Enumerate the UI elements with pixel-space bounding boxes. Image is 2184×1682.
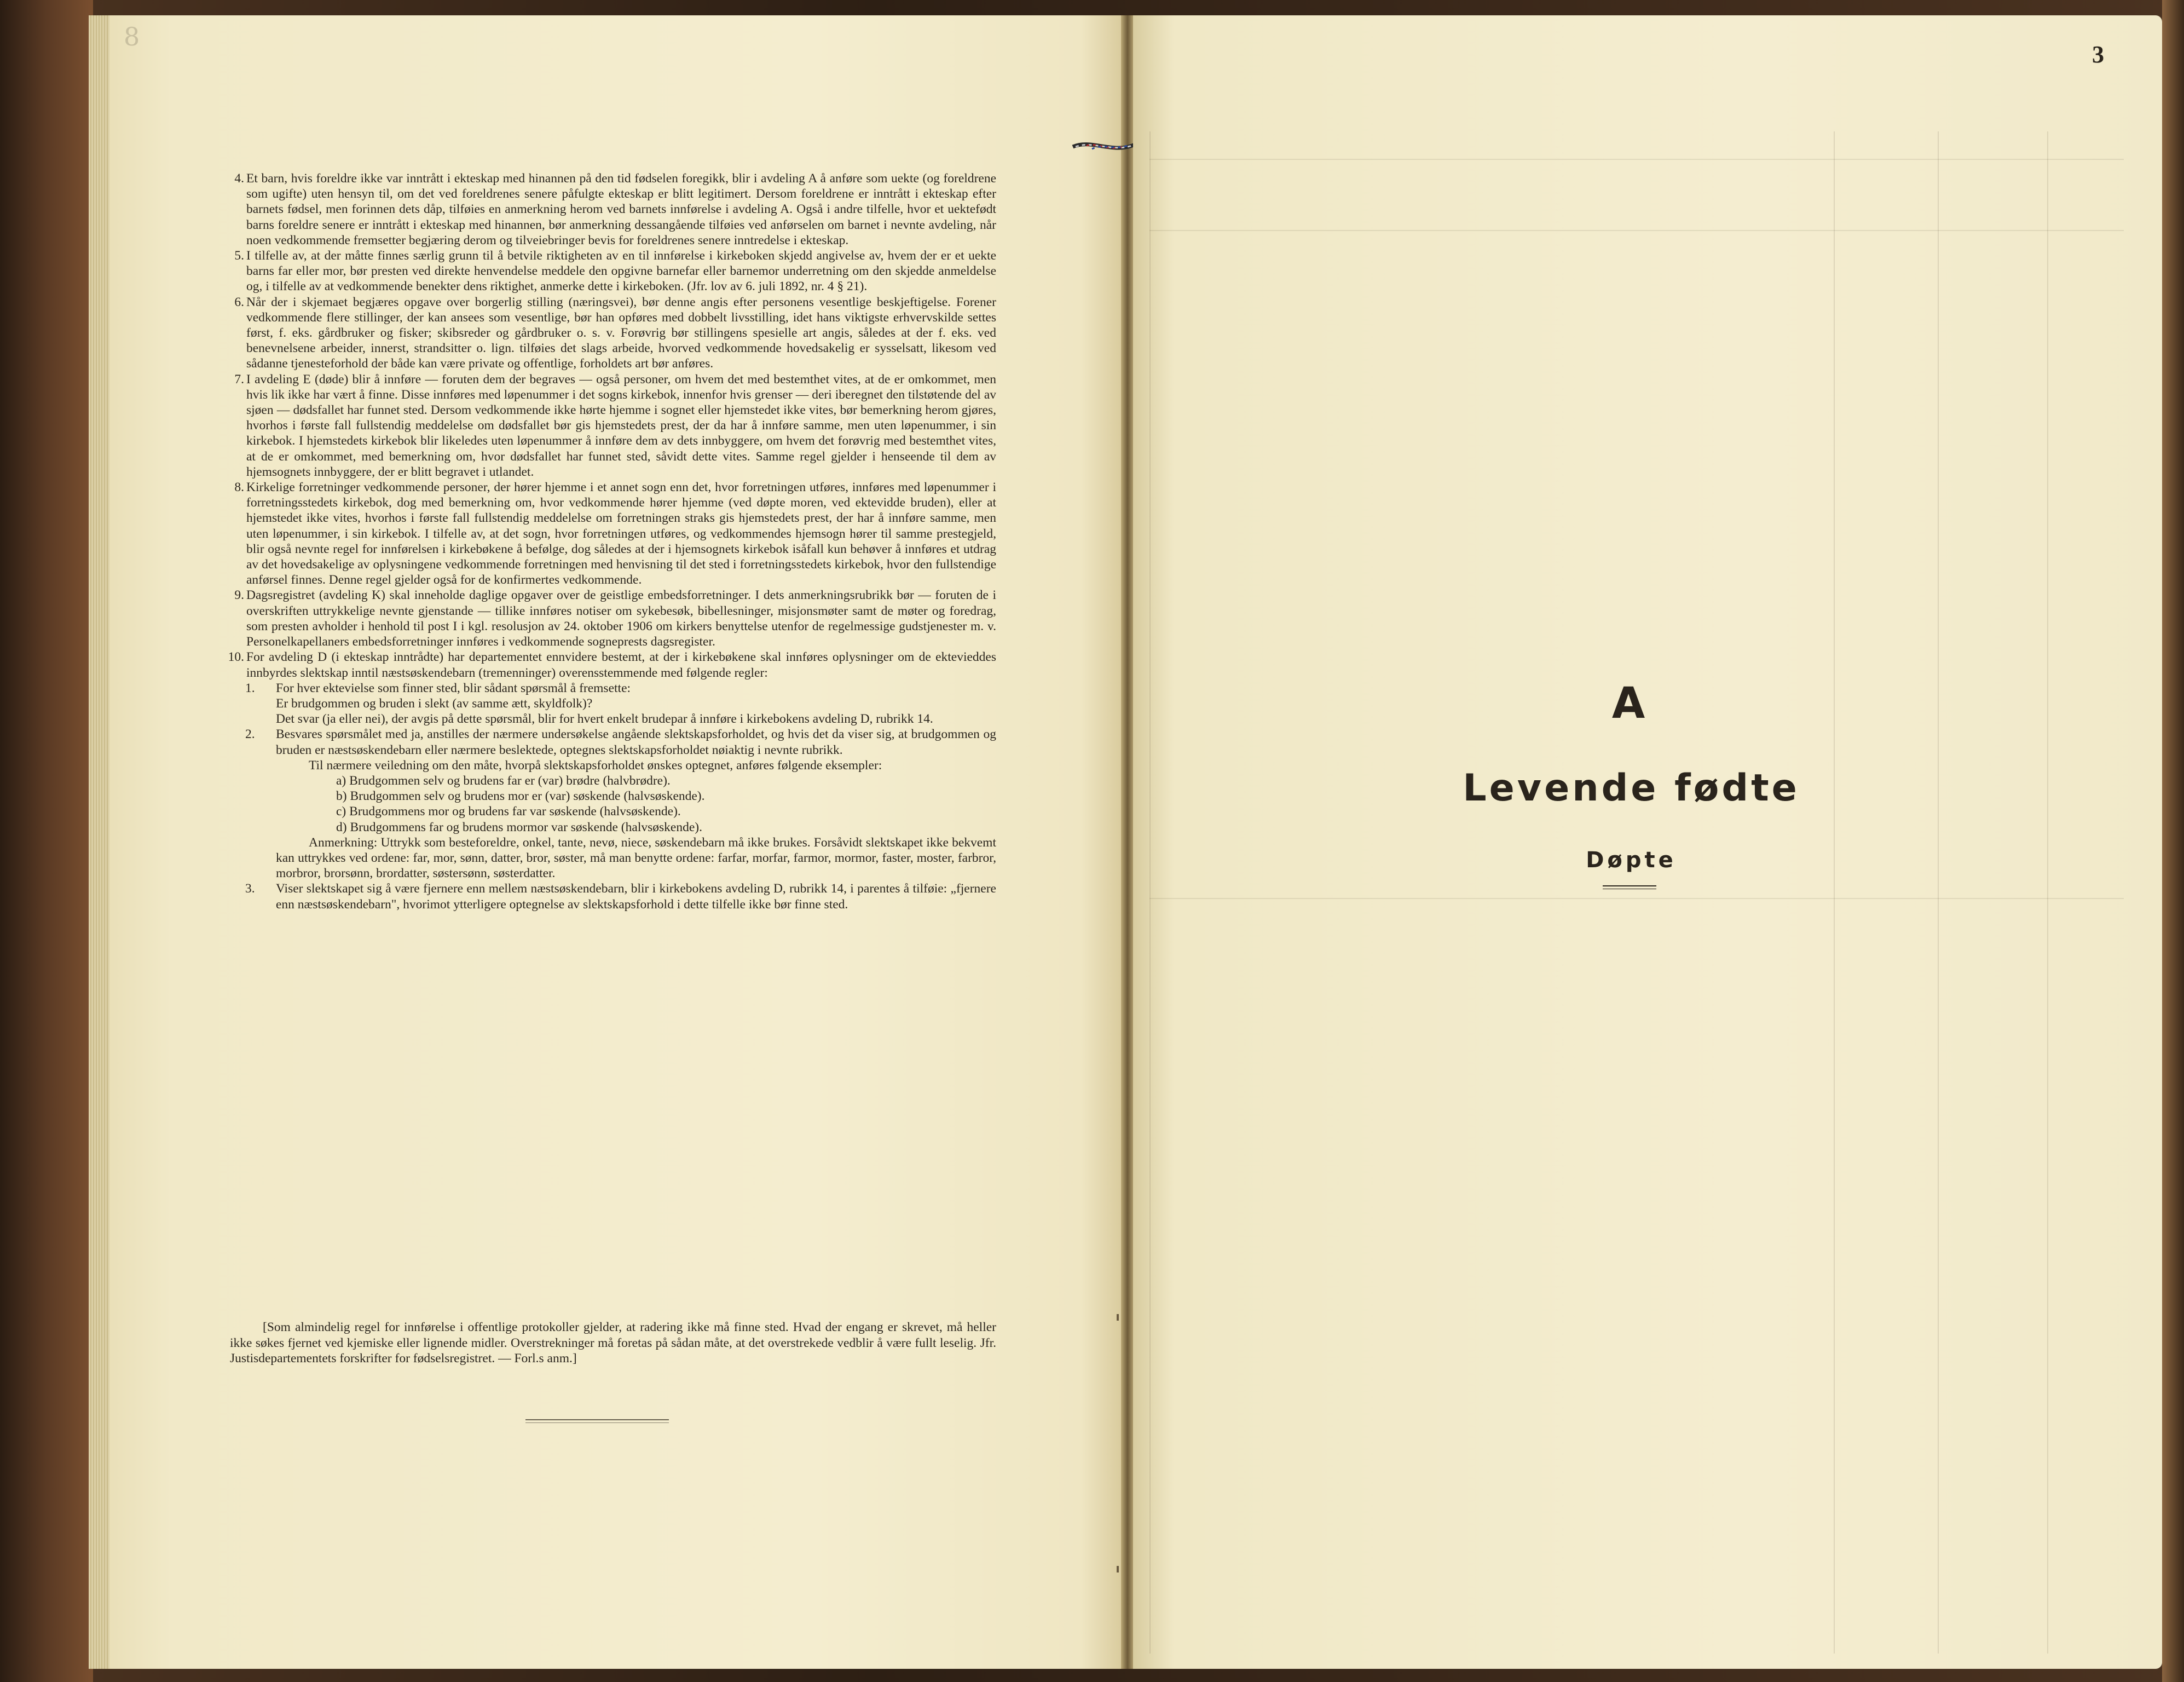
instruction-item-4 xyxy=(224,171,996,248)
bleed-through-line xyxy=(1834,131,1835,1654)
bleed-through-line xyxy=(1149,131,1151,1654)
item-text: Dagsregistret (avdeling K) skal inneholde daglige opgaver over de geistlige embedsforretninger. I dets anmerkningsrubrikk bør — foruten de i overskriften uttrykkelige nevnte gjenstande — tillike innføres notiser om sykebesøk, bibellesninger, misjonsmøter samt de møter og foredrag, som presten avholder i henhold til post I i kgl. resolusjon av 24. oktober 1906 om kirkers benyttelse utenfor de regelmessige gudstjenester m. v. Personelkapellaners embedsforretninger innføres i vedkommende sogneprests dagsregister. xyxy=(246,588,996,649)
item-number: 4. xyxy=(234,171,244,186)
corner-mark: 8 xyxy=(124,22,140,51)
example-c: c) Brudgommens mor og brudens far var søskende (halvsøskende). xyxy=(336,804,681,819)
rule-number: 3. xyxy=(245,882,255,896)
item-text: Når der i skjemaet begjæres opgave over borgerlig stilling (næringsvei), bør denne angis efter personens vesentlige beskjeftigelse. Forener vedkommende flere stillinger, der kan ansees som vesentlige, bør han opføres med dobbelt livsstilling, idet hans viktigste erhvervskilde settes først, f. eks. gårdbruker og fisker; skibsreder og gårdbruker o. s. v. Forøvrig bør stillingens spesielle art angis, således at der f. eks. ved benevnelsene arbeider, innerst, strandsitter o. lign. tilføies det slags arbeide, hvorved vedkommende hovedsakelig er sysselsatt, likesom ved sådanne tjenesteforhold der både kan være private og offentlige, forholdets art bør anføres. xyxy=(246,295,996,371)
rule-line: For hver ektevielse som finner sted, blir sådant spørsmål å fremsette: xyxy=(276,681,631,695)
anmerkning: Anmerkning: Uttrykk som besteforeldre, onkel, tante, nevø, niece, søskendebarn må ikke brukes. Forsåvidt slektskapet ikke bekvemt kan uttrykkes ved ordene: far, mor, sønn, datter, bror, søster, må man benytte ordene: farfar, morfar, farmor, mormor, faster, moster, farbror, morbror, brorsønn, brordatter, søstersønn, søsterdatter. xyxy=(276,835,996,881)
rule-line: Besvares spørsmålet med ja, anstilles der nærmere undersøkelse angående slektskapsforholdet, og hvis det da viser sig, at brudgommen og bruden er næstsøskendebarn eller nærmere beslektede, optegnes slektskapsforholdet nøiaktig i nevnte rubrikk. xyxy=(276,727,996,757)
rule-line: Det svar (ja eller nei), der avgis på dette spørsmål, blir for hvert enkelt brudepar å innføre i kirkebokens avdeling D, rubrikk 14. xyxy=(276,712,933,727)
item-number: 9. xyxy=(234,588,244,603)
example-d: d) Brudgommens far og brudens mormor var søskende (halvsøskende). xyxy=(336,820,702,834)
rule-line: Viser slektskapet sig å være fjernere enn mellem næstsøskendebarn, blir i kirkebokens avdeling D, rubrikk 14, i parentes å tilføie: „fjernere enn næstsøskendebarn", hvorimot ytterligere optegnelse av slektskapsforhold i dette tilfelle ikke bør finne sted. xyxy=(276,882,996,912)
binding-stitch xyxy=(1117,1314,1119,1321)
item-number: 10. xyxy=(228,650,244,665)
item-text: Kirkelige forretninger vedkommende personer, der hører hjemme i et annet sogn enn det, hvor forretningen utføres, innføres med løpenummer i forretningsstedets kirkebok, dog med bemerkning om, hvor vedkommende hører hjemme (ved døpte moren, ved ektevidde bruden), eller at hjemstedet ikke vites, hvorhos i første fall fullstendig meddelelse om forretningen straks gis hjemstedets prest, der har å innføre samme, men uten løpenummer, i sin kirkebok. I tilfelle av, at det sogn, hvor forretningen utføres, og vedkommendes hjemsogn hører til samme prestegjeld, blir også nevnte regel for innførelsen i kirkebøkene å befølge, dog således at der i hjemsognets kirkebok isåfall kun behøver å innføres et utdrag av det hovedsakelige av oplysningene vedkommende forretningen med henvisning til det sted i forretningsstedets kirkebok, hvor den fullstendige anførsel finnes. Denne regel gjelder også for de konfirmertes vedkommende. xyxy=(246,480,996,587)
rule-line: Er brudgommen og bruden i slekt (av samme ætt, skyldfolk)? xyxy=(276,696,593,711)
item-text: I avdeling E (døde) blir å innføre — foruten dem der begraves — også personer, om hvem det med bestemthet vites, at de er omkommet, men hvis lik ikke har vært å finne. Disse innføres med løpenummer i det sogns kirkebok, innenfor hvis grenser — deri iberegnet den tilstøtende del av sjøen — dødsfallet har funnet sted. Dersom vedkommende ikke hørte hjemme i sognet eller hjemstedet ikke vites, bør bemerkning herom gjøres, hvorhos i første fall fullstendig meddelelse om dødsfallet bør gis hjemstedets prest, der da har å innføre samme, men uten løpenummer, i sin kirkebok. I hjemstedets kirkebok blir likeledes uten løpenummer å innføre dem av dets innbyggere, om hvem det forøvrig med bestemthet vites, at de er omkommet, med bemerkning om, hvor dødsfallet har funnet sted, såvidt dette vites. Samme regel gjelder i henseende til dem av hjemsognets innbyggere, der er blitt begravet i utlandet. xyxy=(246,372,996,479)
example-a: a) Brudgommen selv og brudens far er (var) brødre (halvbrødre). xyxy=(336,773,671,788)
rule-number: 1. xyxy=(245,681,255,695)
instruction-item-5 xyxy=(224,248,996,295)
book-cover-edge xyxy=(0,0,93,1682)
instruction-item-7 xyxy=(224,372,996,480)
bleed-through-line xyxy=(1149,159,2124,160)
end-rule xyxy=(525,1419,669,1423)
bleed-through-line xyxy=(1938,131,1939,1654)
instruction-item-6 xyxy=(224,295,996,372)
item-text: For avdeling D (i ekteskap inntrådte) har departementet ennvidere bestemt, at der i kirkebøkene skal innføres oplysninger om de ektevieddes innbyrdes slektskap inntil næstsøskendebarn (tremenninger) overensstemmende med følgende regler: xyxy=(246,650,996,680)
right-page xyxy=(1133,15,2162,1669)
instruction-item-9 xyxy=(224,587,996,649)
binding-stitch xyxy=(1117,1566,1119,1572)
section-title: Levende fødte xyxy=(1463,767,1800,810)
item-text: I tilfelle av, at der måtte finnes særlig grunn til å betvile riktigheten av en til innførelse i kirkeboken skjedd angivelse av, hvem der er et uekte barns far eller mor, bør presten ved direkte henvendelse meddele den opgivne barnefar eller barnemor underretning om den skjedde anmeldelse og, i tilfelle av at vedkommende benekter dens riktighet, anmerke dette i kirkeboken. (Jfr. lov av 6. juli 1892, nr. 4 § 21). xyxy=(246,249,996,294)
bleed-through-line xyxy=(1149,230,2124,231)
book-gutter xyxy=(1121,15,1134,1669)
publisher-note: [Som almindelig regel for innførelse i offentlige protokoller gjelder, at radering ikke må finne sted. Hvad der engang er skrevet, må heller ikke søkes fjernet ved kjemiske eller lignende midler. Overstrekninger må foretas på sådan måte, at det overstrekede vedblir å være fullt leselig. Jfr. Justisdepartementets forskrifter for fødselsregistret. — Forl.s anm.] xyxy=(230,1320,996,1366)
book-cover-edge-right xyxy=(2162,0,2184,1682)
instructions-text xyxy=(224,171,996,912)
example-b: b) Brudgommen selv og brudens mor er (var) søskende (halvsøskende). xyxy=(336,789,705,804)
section-subtitle: Døpte xyxy=(1586,848,1677,873)
instruction-item-10 xyxy=(216,649,996,680)
rule-line: Til nærmere veiledning om den måte, hvorpå slektskapsforholdet ønskes optegnet, anføres følgende eksempler: xyxy=(309,758,882,773)
section-letter: A xyxy=(1611,679,1645,728)
rule-number: 2. xyxy=(245,727,255,742)
item-number: 7. xyxy=(234,372,244,387)
bleed-through-line xyxy=(1149,898,2124,899)
item-number: 6. xyxy=(234,295,244,309)
title-underline xyxy=(1603,885,1656,889)
item-text: Et barn, hvis foreldre ikke var inntrått i ekteskap med hinannen på den tid fødselen foregikk, blir i avdeling A å anføre som uekte (og foreldrene som ugifte) uten hensyn til, om det ved foreldrenes senere påfulgte ekteskap er blitt legitimert. Dersom foreldrene er inntrått i ekteskap efter barnets fødsel, men forinnen dets dåp, tilføies en anmerkning herom ved barnets innførelse i avdeling A. Også i andre tilfelle, hvor et uektefødt barns foreldre senere er inntrått i ekteskap med hinannen, bør anmerkning dessangående tilføies ved anførselen om barnet i nevnte avdeling, når noen vedkommende fremsetter begjæring derom og tilveiebringer bevis for foreldrenes senere inntredelse i ekteskap. xyxy=(246,171,996,247)
rule-3 xyxy=(238,881,996,912)
instruction-item-8 xyxy=(224,480,996,587)
rule-2 xyxy=(238,727,996,881)
rule-1 xyxy=(238,681,996,727)
page-edges xyxy=(89,15,109,1669)
page-number: 3 xyxy=(2092,41,2104,68)
bleed-through-line xyxy=(2047,131,2048,1654)
item-number: 5. xyxy=(234,249,244,263)
item-number: 8. xyxy=(234,480,244,495)
